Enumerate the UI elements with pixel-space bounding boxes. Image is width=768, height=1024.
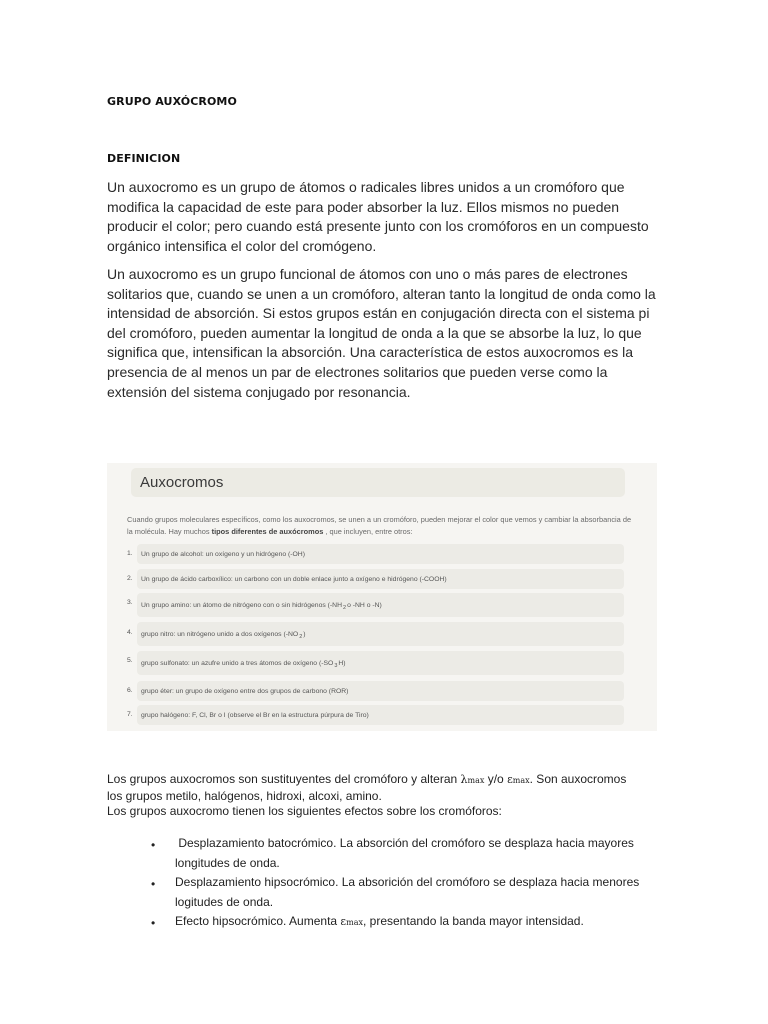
text: y/o [484,772,508,786]
text: Los grupos auxocromos son sustituyentes del cromóforo y alteran [107,772,461,786]
figure-intro-text: Cuando grupos moleculares específicos, como los auxocromos, se unen a un cromóforo, pueden mejorar el color que vemos y cambiar la absorbancia de la molécula. Hay muchos [127,515,632,536]
lambda-symbol: λ [460,773,468,786]
lower-line-1 [107,772,687,789]
figure-item-text: grupo halógeno: F, Cl, Br o I (observe el Br en la estructura púrpura de Tiro) [141,711,369,719]
figure-item-text: grupo sulfonato: un azufre unido a tres átomos de oxígeno (-SO [141,659,334,667]
figure-list-item [137,681,624,701]
bullet-line: longitudes de onda. [175,855,280,870]
figure-item-number: 6. [127,687,133,694]
bullet-line: Desplazamiento batocrómico. La absorción del cromóforo se desplaza hacia mayores [175,836,634,850]
bullet-line: Efecto hipsocrómico. Aumenta [175,914,341,928]
figure-item-text: ) [303,630,306,638]
figure-list-item [137,651,624,675]
lower-line-2: los grupos metilo, halógenos, hidroxi, alcoxi, amino. [107,788,382,803]
bullet-line: , presentando la banda mayor intensidad. [363,914,584,928]
bullet-item-3 [175,912,675,933]
figure-item-number: 7. [127,711,133,718]
lower-line-3: Los grupos auxocromo tienen los siguientes efectos sobre los cromóforos: [107,804,502,818]
figure-item-number: 2. [127,575,133,582]
subscript: 2 [343,605,347,611]
auxocromos-figure [107,463,657,731]
bullet-icon: • [151,916,156,930]
figure-item-text: grupo nitro: un nitrógeno unido a dos oxígenos (-NO [141,630,299,638]
figure-item-text: o -NH o -N) [347,601,382,609]
lambda-subscript: max [467,776,485,785]
text: . Son auxocromos [529,772,627,786]
lower-paragraph [107,772,687,820]
figure-list-item [137,622,624,646]
subscript: 3 [334,663,338,669]
figure-item-text: grupo éter: un grupo de oxígeno entre dos grupos de carbono (ROR) [141,687,349,695]
figure-item-number: 3. [127,599,133,606]
figure-item-number: 1. [127,550,133,557]
figure-title-box [131,468,625,497]
paragraph-1: Un auxocromo es un grupo de átomos o radicales libres unidos a un cromóforo que modifica la capacidad de este para poder absorber la luz. Ellos mismos no pueden producir el color; pero cuando está presente junto con los cromóforos en un compuesto orgánico intensifica el color del cromógeno. [107,179,649,254]
bullet-line: Desplazamiento hipsocrómico. La absorición del cromóforo se desplaza hacia menores [175,875,640,889]
figure-item-text: H) [338,659,346,667]
figure-intro-bold: tipos diferentes de auxócromos [211,527,324,536]
subscript: 2 [299,634,303,640]
document-title: GRUPO AUXÓCROMO [107,95,237,108]
paragraph-2: Un auxocromo es un grupo funcional de átomos con uno o más pares de electrones solitarios que, cuando se unen a un cromóforo, alteran tanto la longitud de onda como la intensidad de absorción. Si estos grupos están en conjugación directa con el sistema pi del cromóforo, pueden aumentar la longitud de onda a la que se absorbe la luz, lo que significa que, intensifican la absorción. Una característica de estos auxocromos es la presencia de al menos un par de electrones solitarios que pueden verse como la extensión del sistema conjugado por resonancia. [107,266,656,400]
figure-item-number: 5. [127,657,133,664]
figure-item-number: 4. [127,629,133,636]
epsilon-symbol: ε [340,915,347,928]
figure-list-item [137,569,624,589]
figure-item-text: Un grupo de alcohol: un oxígeno y un hidrógeno (-OH) [141,550,305,558]
bullet-icon: • [151,877,156,891]
bullet-item-1 [175,834,675,873]
epsilon-subscript: max [512,776,530,785]
figure-list-item [137,705,624,725]
figure-title: Auxocromos [140,474,224,491]
figure-list-item [137,544,624,564]
bullet-item-2 [175,873,675,912]
figure-intro [127,514,632,538]
epsilon-subscript: max [346,918,363,927]
epsilon-symbol: ε [507,773,513,786]
figure-intro-tail: , que incluyen, entre otros: [323,527,413,536]
figure-list-item [137,593,624,617]
bullet-icon: • [151,838,156,852]
bullet-line: logitudes de onda. [175,894,274,909]
figure-item-text: Un grupo de ácido carboxílico: un carbono con un doble enlace junto a oxígeno e hidrógeno (-COOH) [141,575,447,583]
definition-heading: DEFINICION [107,152,181,165]
figure-item-text: Un grupo amino: un átomo de nitrógeno con o sin hidrógenos (-NH [141,601,343,609]
